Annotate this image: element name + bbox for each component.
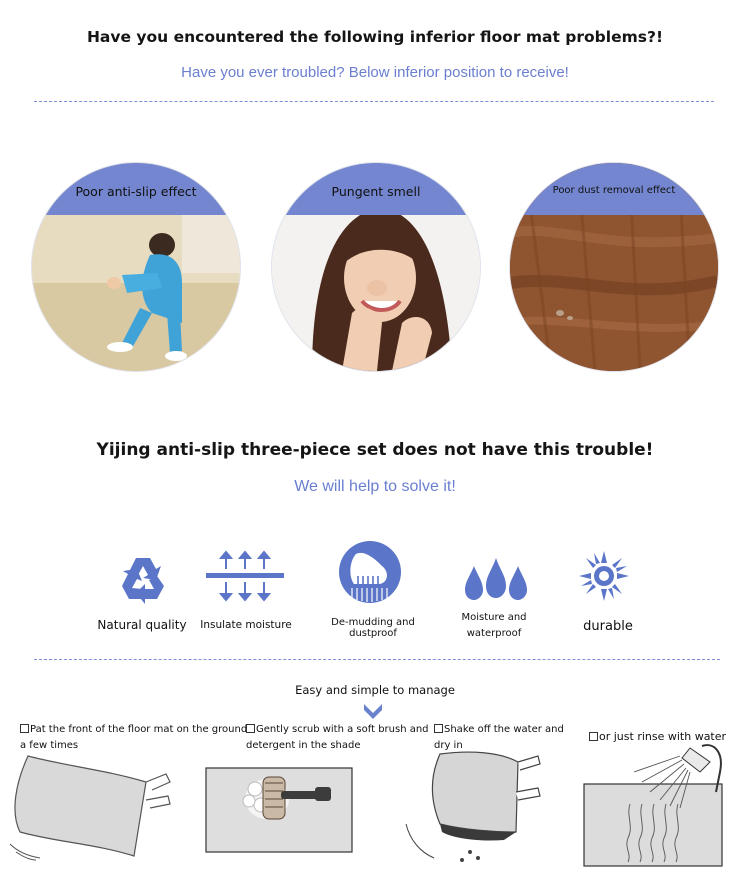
- feature-label: Insulate moisture: [200, 619, 292, 631]
- shower-rinse-icon: [582, 742, 728, 870]
- problem-circle-anti-slip: [32, 163, 240, 371]
- moisture-barrier-icon: [206, 550, 284, 602]
- water-drops-icon: [464, 558, 528, 602]
- shake-mat-icon: [400, 748, 548, 866]
- down-arrow-icon: [362, 700, 384, 722]
- page-title: Have you encountered the following inferior floor mat problems?!: [86, 28, 664, 46]
- step-4-text: or just rinse with water: [589, 729, 739, 745]
- divider-middle: [34, 659, 720, 660]
- pat-mat-icon: [6, 752, 178, 862]
- problem-label: Poor dust removal effect: [552, 185, 676, 196]
- problem-label: Pungent smell: [331, 184, 421, 199]
- step-1-text: Pat the front of the floor mat on the ground a few times: [20, 724, 248, 751]
- manage-title: Easy and simple to manage: [295, 683, 455, 697]
- step-3-text: Shake off the water and dry in: [434, 724, 564, 751]
- step-2-text: Gently scrub with a soft brush and detergent in the shade: [246, 724, 429, 751]
- divider-top: [34, 101, 714, 102]
- page-subtitle: Have you ever troubled? Below inferior position to receive!: [181, 64, 569, 81]
- sun-icon: [578, 550, 630, 602]
- feature-label-multiline: Moisture and waterproof: [461, 612, 527, 639]
- foot-print-icon: [338, 540, 402, 604]
- solution-subtitle: We will help to solve it!: [294, 478, 456, 495]
- brush-scrub-icon: [205, 765, 353, 855]
- problem-label: Poor anti-slip effect: [75, 184, 197, 199]
- feature-label: De-mudding and dustproof: [331, 617, 415, 639]
- solution-title: Yijing anti-slip three-piece set does not have this trouble!: [96, 440, 654, 460]
- recycle-icon: [116, 552, 170, 606]
- problem-circle-dust: [510, 163, 718, 371]
- feature-label: durable: [583, 619, 633, 634]
- problem-circle-smell: [272, 163, 480, 371]
- feature-label: Natural quality: [97, 618, 187, 632]
